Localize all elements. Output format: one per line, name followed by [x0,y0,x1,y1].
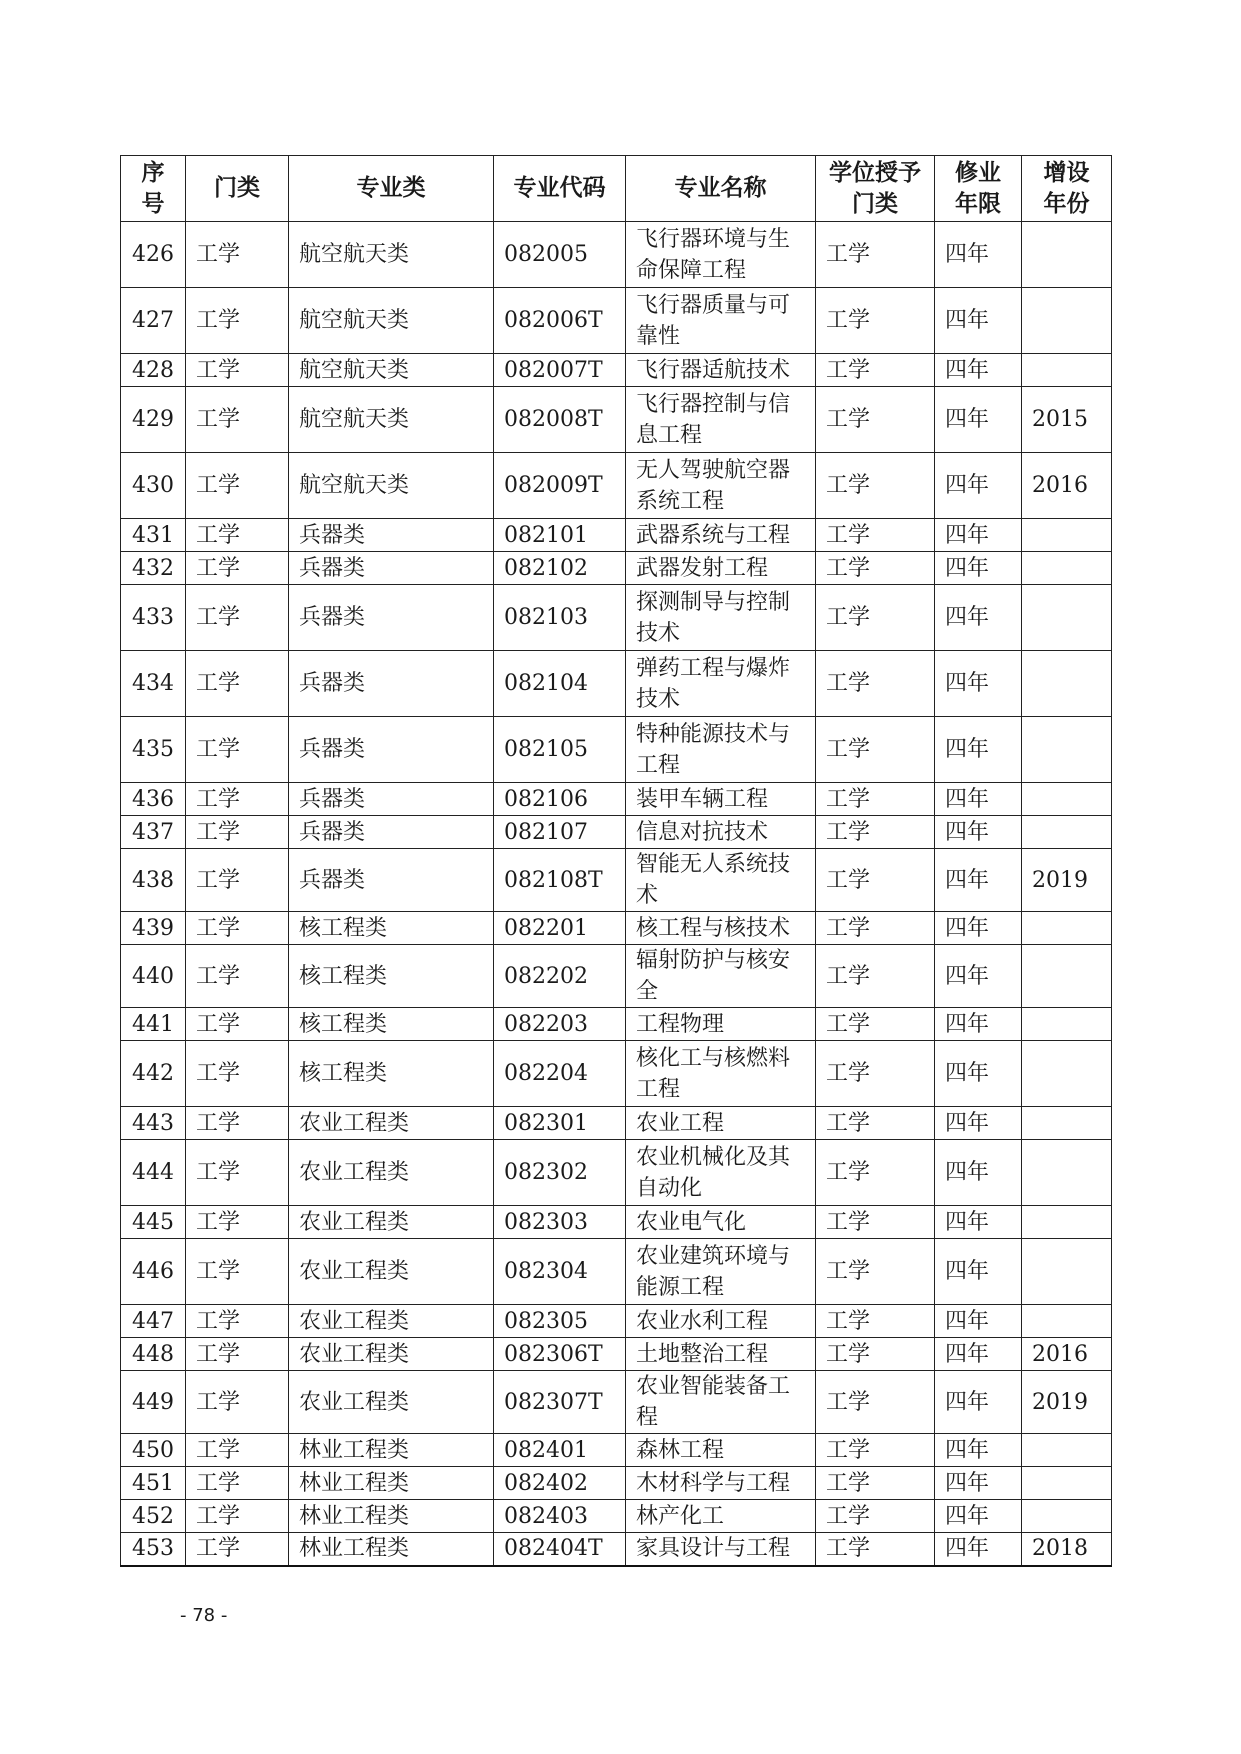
cell-name: 探测制导与控制技术 [626,585,816,651]
cell-years: 四年 [935,354,1022,387]
cell-name: 弹药工程与爆炸技术 [626,651,816,717]
cell-added [1022,717,1112,783]
cell-degree: 工学 [816,1140,935,1206]
table-row [121,1239,1112,1305]
cell-name: 木材科学与工程 [626,1467,816,1500]
cell-category: 工学 [186,1041,289,1107]
cell-degree: 工学 [816,816,935,849]
cell-category: 工学 [186,1533,289,1566]
cell-code: 082305 [494,1305,626,1338]
cell-added: 2019 [1022,849,1112,912]
cell-seq: 429 [121,387,186,453]
cell-seq: 434 [121,651,186,717]
cell-code: 082104 [494,651,626,717]
cell-major-class: 林业工程类 [289,1434,494,1467]
table-row [121,1371,1112,1434]
cell-years: 四年 [935,387,1022,453]
cell-years: 四年 [935,1140,1022,1206]
table-row [121,1107,1112,1140]
cell-years: 四年 [935,1338,1022,1371]
cell-seq: 450 [121,1434,186,1467]
cell-category: 工学 [186,816,289,849]
cell-added: 2019 [1022,1371,1112,1434]
cell-name: 核工程与核技术 [626,912,816,945]
cell-category: 工学 [186,1371,289,1434]
cell-code: 082103 [494,585,626,651]
cell-category: 工学 [186,453,289,519]
cell-category: 工学 [186,585,289,651]
cell-years: 四年 [935,651,1022,717]
cell-major-class: 航空航天类 [289,222,494,288]
cell-added [1022,222,1112,288]
cell-added [1022,1434,1112,1467]
cell-category: 工学 [186,1140,289,1206]
cell-major-class: 兵器类 [289,783,494,816]
cell-category: 工学 [186,288,289,354]
cell-degree: 工学 [816,1500,935,1533]
cell-name: 飞行器质量与可靠性 [626,288,816,354]
cell-name: 农业智能装备工程 [626,1371,816,1434]
cell-seq: 443 [121,1107,186,1140]
cell-degree: 工学 [816,552,935,585]
table-row [121,651,1112,717]
table-row [121,1338,1112,1371]
cell-major-class: 航空航天类 [289,453,494,519]
cell-degree: 工学 [816,288,935,354]
cell-added [1022,1041,1112,1107]
cell-major-class: 兵器类 [289,849,494,912]
cell-category: 工学 [186,1206,289,1239]
cell-seq: 451 [121,1467,186,1500]
cell-code: 082007T [494,354,626,387]
cell-code: 082105 [494,717,626,783]
header-major-class: 专业类 [289,156,494,222]
cell-added [1022,1107,1112,1140]
cell-major-class: 航空航天类 [289,387,494,453]
cell-category: 工学 [186,1107,289,1140]
cell-years: 四年 [935,552,1022,585]
cell-major-class: 核工程类 [289,912,494,945]
cell-code: 082204 [494,1041,626,1107]
cell-degree: 工学 [816,945,935,1008]
table-row [121,1467,1112,1500]
table-row [121,222,1112,288]
table-row [121,1140,1112,1206]
cell-seq: 428 [121,354,186,387]
table-row [121,717,1112,783]
majors-table [120,155,1112,1567]
cell-name: 武器发射工程 [626,552,816,585]
table-row [121,585,1112,651]
cell-seq: 436 [121,783,186,816]
cell-category: 工学 [186,1500,289,1533]
cell-major-class: 兵器类 [289,651,494,717]
cell-years: 四年 [935,816,1022,849]
cell-added [1022,912,1112,945]
cell-added [1022,1239,1112,1305]
header-seq: 序号 [121,156,186,222]
table-row [121,552,1112,585]
table-row [121,783,1112,816]
header-code: 专业代码 [494,156,626,222]
cell-added [1022,1305,1112,1338]
cell-years: 四年 [935,783,1022,816]
cell-major-class: 兵器类 [289,519,494,552]
header-category: 门类 [186,156,289,222]
cell-major-class: 农业工程类 [289,1371,494,1434]
cell-added: 2018 [1022,1533,1112,1566]
cell-degree: 工学 [816,354,935,387]
cell-major-class: 兵器类 [289,816,494,849]
cell-category: 工学 [186,552,289,585]
cell-years: 四年 [935,453,1022,519]
cell-years: 四年 [935,1008,1022,1041]
cell-years: 四年 [935,945,1022,1008]
cell-seq: 426 [121,222,186,288]
cell-degree: 工学 [816,1533,935,1566]
table-row [121,519,1112,552]
cell-major-class: 核工程类 [289,945,494,1008]
cell-name: 信息对抗技术 [626,816,816,849]
cell-degree: 工学 [816,1467,935,1500]
cell-major-class: 兵器类 [289,552,494,585]
cell-name: 土地整治工程 [626,1338,816,1371]
cell-code: 082009T [494,453,626,519]
cell-category: 工学 [186,1239,289,1305]
header-name: 专业名称 [626,156,816,222]
cell-category: 工学 [186,945,289,1008]
cell-code: 082404T [494,1533,626,1566]
cell-added [1022,1008,1112,1041]
cell-years: 四年 [935,519,1022,552]
cell-major-class: 农业工程类 [289,1107,494,1140]
cell-category: 工学 [186,222,289,288]
cell-seq: 453 [121,1533,186,1566]
cell-major-class: 农业工程类 [289,1140,494,1206]
cell-name: 农业工程 [626,1107,816,1140]
cell-degree: 工学 [816,849,935,912]
cell-name: 工程物理 [626,1008,816,1041]
cell-name: 森林工程 [626,1434,816,1467]
cell-years: 四年 [935,1467,1022,1500]
cell-years: 四年 [935,717,1022,783]
cell-years: 四年 [935,1533,1022,1566]
cell-name: 家具设计与工程 [626,1533,816,1566]
cell-added [1022,1467,1112,1500]
cell-name: 武器系统与工程 [626,519,816,552]
majors-table-container [120,155,1112,1567]
cell-degree: 工学 [816,453,935,519]
cell-degree: 工学 [816,1305,935,1338]
cell-seq: 439 [121,912,186,945]
cell-major-class: 林业工程类 [289,1467,494,1500]
cell-code: 082106 [494,783,626,816]
cell-name: 林产化工 [626,1500,816,1533]
cell-major-class: 农业工程类 [289,1239,494,1305]
cell-major-class: 农业工程类 [289,1305,494,1338]
cell-seq: 431 [121,519,186,552]
cell-seq: 442 [121,1041,186,1107]
cell-years: 四年 [935,585,1022,651]
table-body [121,222,1112,1566]
cell-seq: 433 [121,585,186,651]
cell-name: 智能无人系统技术 [626,849,816,912]
cell-name: 核化工与核燃料工程 [626,1041,816,1107]
cell-code: 082301 [494,1107,626,1140]
cell-name: 农业电气化 [626,1206,816,1239]
table-row [121,1500,1112,1533]
cell-added [1022,1206,1112,1239]
cell-degree: 工学 [816,222,935,288]
cell-code: 082403 [494,1500,626,1533]
table-row [121,1008,1112,1041]
cell-years: 四年 [935,1107,1022,1140]
cell-seq: 437 [121,816,186,849]
table-row [121,288,1112,354]
cell-years: 四年 [935,1305,1022,1338]
cell-code: 082006T [494,288,626,354]
cell-code: 082306T [494,1338,626,1371]
cell-seq: 452 [121,1500,186,1533]
cell-added [1022,585,1112,651]
table-row [121,1434,1112,1467]
cell-category: 工学 [186,1467,289,1500]
cell-code: 082402 [494,1467,626,1500]
cell-added: 2016 [1022,453,1112,519]
cell-added [1022,945,1112,1008]
cell-name: 农业建筑环境与能源工程 [626,1239,816,1305]
cell-years: 四年 [935,1500,1022,1533]
page-number: - 78 - [180,1605,228,1626]
table-row [121,354,1112,387]
cell-code: 082401 [494,1434,626,1467]
cell-major-class: 核工程类 [289,1008,494,1041]
cell-code: 082108T [494,849,626,912]
cell-years: 四年 [935,912,1022,945]
cell-name: 装甲车辆工程 [626,783,816,816]
cell-code: 082203 [494,1008,626,1041]
cell-degree: 工学 [816,1206,935,1239]
cell-degree: 工学 [816,387,935,453]
cell-degree: 工学 [816,912,935,945]
cell-code: 082201 [494,912,626,945]
cell-seq: 448 [121,1338,186,1371]
cell-seq: 435 [121,717,186,783]
cell-name: 飞行器控制与信息工程 [626,387,816,453]
cell-major-class: 农业工程类 [289,1338,494,1371]
cell-category: 工学 [186,1338,289,1371]
cell-category: 工学 [186,651,289,717]
cell-major-class: 林业工程类 [289,1533,494,1566]
cell-degree: 工学 [816,1338,935,1371]
cell-seq: 427 [121,288,186,354]
cell-major-class: 核工程类 [289,1041,494,1107]
table-row [121,1533,1112,1566]
table-row [121,1206,1112,1239]
table-row [121,816,1112,849]
cell-category: 工学 [186,717,289,783]
cell-degree: 工学 [816,585,935,651]
cell-added [1022,552,1112,585]
cell-name: 农业水利工程 [626,1305,816,1338]
cell-code: 082107 [494,816,626,849]
cell-seq: 449 [121,1371,186,1434]
cell-name: 农业机械化及其自动化 [626,1140,816,1206]
cell-code: 082307T [494,1371,626,1434]
cell-added [1022,1140,1112,1206]
cell-code: 082303 [494,1206,626,1239]
cell-degree: 工学 [816,1041,935,1107]
cell-major-class: 兵器类 [289,585,494,651]
cell-degree: 工学 [816,1371,935,1434]
cell-category: 工学 [186,849,289,912]
cell-added [1022,783,1112,816]
cell-code: 082101 [494,519,626,552]
cell-name: 飞行器适航技术 [626,354,816,387]
table-row [121,453,1112,519]
cell-seq: 432 [121,552,186,585]
table-row [121,945,1112,1008]
table-row [121,849,1112,912]
cell-years: 四年 [935,1371,1022,1434]
table-row [121,1305,1112,1338]
cell-code: 082304 [494,1239,626,1305]
cell-name: 无人驾驶航空器系统工程 [626,453,816,519]
cell-degree: 工学 [816,783,935,816]
cell-seq: 440 [121,945,186,1008]
table-row [121,387,1112,453]
cell-degree: 工学 [816,1434,935,1467]
cell-name: 辐射防护与核安全 [626,945,816,1008]
table-row [121,1041,1112,1107]
cell-major-class: 航空航天类 [289,354,494,387]
cell-category: 工学 [186,1305,289,1338]
cell-name: 飞行器环境与生命保障工程 [626,222,816,288]
cell-degree: 工学 [816,519,935,552]
cell-degree: 工学 [816,1239,935,1305]
cell-years: 四年 [935,1206,1022,1239]
cell-seq: 444 [121,1140,186,1206]
table-header-row [121,156,1112,222]
cell-major-class: 林业工程类 [289,1500,494,1533]
cell-major-class: 农业工程类 [289,1206,494,1239]
cell-degree: 工学 [816,1107,935,1140]
cell-code: 082102 [494,552,626,585]
cell-years: 四年 [935,1041,1022,1107]
cell-category: 工学 [186,519,289,552]
cell-degree: 工学 [816,717,935,783]
cell-seq: 446 [121,1239,186,1305]
cell-code: 082008T [494,387,626,453]
cell-seq: 438 [121,849,186,912]
cell-category: 工学 [186,387,289,453]
cell-added [1022,519,1112,552]
header-years: 修业年限 [935,156,1022,222]
cell-name: 特种能源技术与工程 [626,717,816,783]
cell-category: 工学 [186,912,289,945]
cell-years: 四年 [935,1239,1022,1305]
cell-category: 工学 [186,354,289,387]
cell-seq: 441 [121,1008,186,1041]
cell-major-class: 兵器类 [289,717,494,783]
cell-years: 四年 [935,849,1022,912]
cell-added: 2015 [1022,387,1112,453]
header-degree: 学位授予门类 [816,156,935,222]
cell-category: 工学 [186,783,289,816]
cell-seq: 445 [121,1206,186,1239]
cell-added [1022,1500,1112,1533]
cell-added [1022,354,1112,387]
cell-added [1022,651,1112,717]
cell-added [1022,816,1112,849]
cell-degree: 工学 [816,1008,935,1041]
cell-years: 四年 [935,288,1022,354]
cell-category: 工学 [186,1008,289,1041]
cell-code: 082302 [494,1140,626,1206]
cell-major-class: 航空航天类 [289,288,494,354]
cell-added: 2016 [1022,1338,1112,1371]
cell-degree: 工学 [816,651,935,717]
cell-years: 四年 [935,1434,1022,1467]
cell-seq: 447 [121,1305,186,1338]
table-row [121,912,1112,945]
cell-years: 四年 [935,222,1022,288]
header-added: 增设年份 [1022,156,1112,222]
cell-code: 082202 [494,945,626,1008]
cell-added [1022,288,1112,354]
cell-code: 082005 [494,222,626,288]
cell-seq: 430 [121,453,186,519]
cell-category: 工学 [186,1434,289,1467]
